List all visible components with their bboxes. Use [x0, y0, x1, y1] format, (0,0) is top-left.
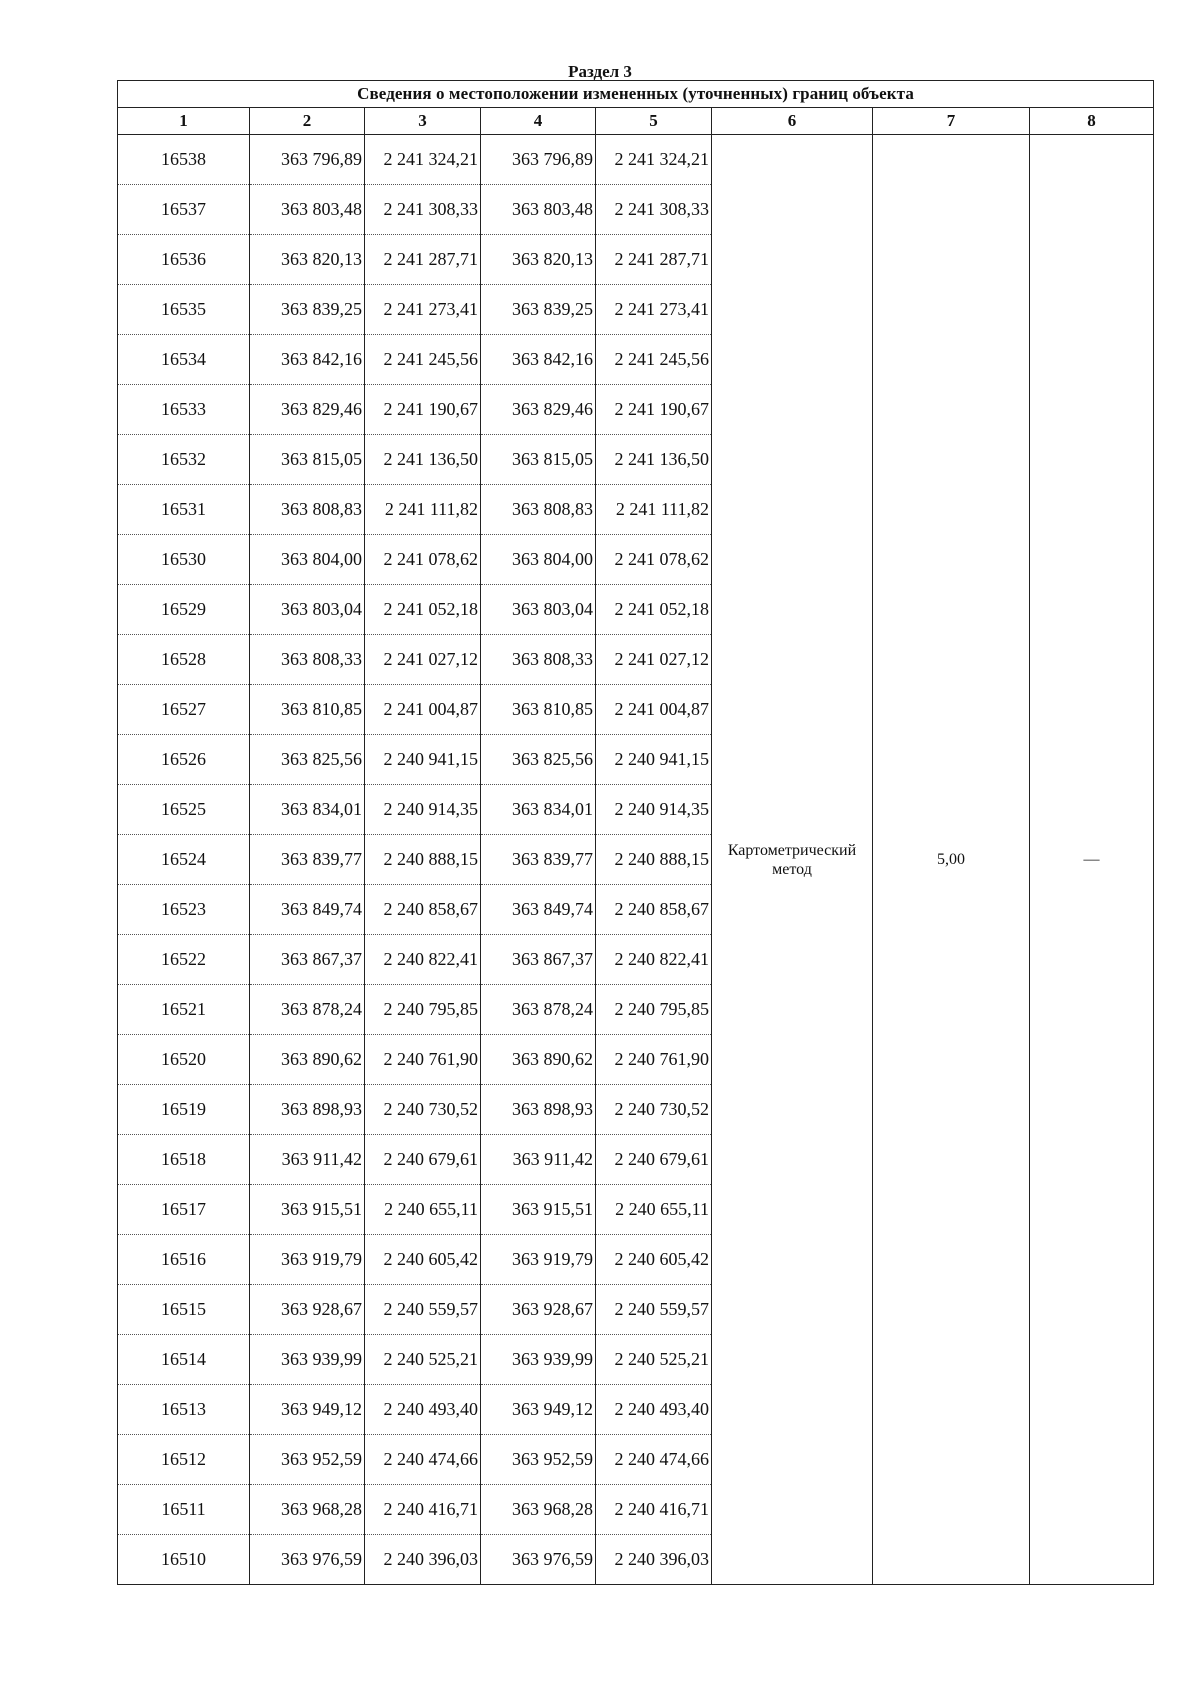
- column-number: 4: [481, 108, 596, 135]
- table-cell: 363 952,59: [250, 1435, 365, 1485]
- table-cell: 363 939,99: [481, 1335, 596, 1385]
- table-cell: 363 803,48: [250, 185, 365, 235]
- table-cell: 16512: [118, 1435, 250, 1485]
- table-cell: 2 241 308,33: [596, 185, 712, 235]
- table-cell: 363 976,59: [250, 1535, 365, 1585]
- table-cell: 16535: [118, 285, 250, 335]
- table-cell: 16521: [118, 985, 250, 1035]
- table-cell: 363 842,16: [250, 335, 365, 385]
- table-cell: 363 839,25: [250, 285, 365, 335]
- table-cell: 363 825,56: [481, 735, 596, 785]
- table-cell: 2 240 858,67: [365, 885, 481, 935]
- table-cell: 2 241 052,18: [365, 585, 481, 635]
- table-cell: 2 240 655,11: [365, 1185, 481, 1235]
- table-cell: 2 240 679,61: [596, 1135, 712, 1185]
- table-cell: 16529: [118, 585, 250, 635]
- table-cell: 363 803,04: [250, 585, 365, 635]
- table-cell: 2 240 559,57: [596, 1285, 712, 1335]
- table-cell: 2 240 822,41: [596, 935, 712, 985]
- table-cell: 363 919,79: [481, 1235, 596, 1285]
- column-number: 3: [365, 108, 481, 135]
- table-cell: 2 240 605,42: [596, 1235, 712, 1285]
- column-number: 8: [1030, 108, 1154, 135]
- table-cell: 363 968,28: [250, 1485, 365, 1535]
- method-cell: [712, 135, 873, 1585]
- note-cell: —: [1030, 135, 1154, 1585]
- table-cell: 2 240 679,61: [365, 1135, 481, 1185]
- column-number: 7: [873, 108, 1030, 135]
- table-cell: 363 839,77: [250, 835, 365, 885]
- table-cell: 2 240 795,85: [596, 985, 712, 1035]
- table-cell: 16537: [118, 185, 250, 235]
- table-cell: 363 842,16: [481, 335, 596, 385]
- table-cell: 363 803,04: [481, 585, 596, 635]
- column-number: 2: [250, 108, 365, 135]
- table-cell: 363 911,42: [481, 1135, 596, 1185]
- table-cell: 2 240 474,66: [365, 1435, 481, 1485]
- table-cell: 363 839,25: [481, 285, 596, 335]
- table-cell: 363 867,37: [250, 935, 365, 985]
- table-cell: 16519: [118, 1085, 250, 1135]
- table-cell: 16531: [118, 485, 250, 535]
- table-cell: 2 240 858,67: [596, 885, 712, 935]
- table-cell: 363 867,37: [481, 935, 596, 985]
- table-cell: 2 241 324,21: [596, 135, 712, 185]
- table-cell: 2 241 324,21: [365, 135, 481, 185]
- table-cell: 363 820,13: [250, 235, 365, 285]
- table-cell: 363 810,85: [481, 685, 596, 735]
- table-cell: 2 240 941,15: [365, 735, 481, 785]
- table-cell: 16526: [118, 735, 250, 785]
- column-number: 1: [118, 108, 250, 135]
- table-cell: 2 241 027,12: [596, 635, 712, 685]
- table-cell: 363 890,62: [481, 1035, 596, 1085]
- table-cell: 2 241 078,62: [596, 535, 712, 585]
- table-cell: 2 240 525,21: [596, 1335, 712, 1385]
- table-cell: 363 919,79: [250, 1235, 365, 1285]
- table-cell: 2 240 888,15: [596, 835, 712, 885]
- table-cell: 2 241 004,87: [365, 685, 481, 735]
- table-cell: 363 796,89: [481, 135, 596, 185]
- table-cell: 2 240 559,57: [365, 1285, 481, 1335]
- table-cell: 363 952,59: [481, 1435, 596, 1485]
- table-cell: 363 829,46: [250, 385, 365, 435]
- table-cell: 2 240 822,41: [365, 935, 481, 985]
- table-cell: 2 241 245,56: [596, 335, 712, 385]
- table-cell: 363 803,48: [481, 185, 596, 235]
- table-cell: 363 898,93: [481, 1085, 596, 1135]
- table-cell: 363 878,24: [481, 985, 596, 1035]
- table-cell: 2 240 914,35: [365, 785, 481, 835]
- table-cell: 16522: [118, 935, 250, 985]
- table-cell: 2 240 396,03: [365, 1535, 481, 1585]
- table-cell: 2 240 730,52: [365, 1085, 481, 1135]
- table-cell: 2 240 655,11: [596, 1185, 712, 1235]
- table-cell: 2 240 941,15: [596, 735, 712, 785]
- table-cell: 2 241 004,87: [596, 685, 712, 735]
- table-cell: 363 808,33: [250, 635, 365, 685]
- table-cell: 363 834,01: [250, 785, 365, 835]
- table-cell: 363 808,83: [250, 485, 365, 535]
- table-cell: 2 241 111,82: [596, 485, 712, 535]
- table-cell: 2 241 111,82: [365, 485, 481, 535]
- table-cell: 363 810,85: [250, 685, 365, 735]
- table-cell: 2 241 027,12: [365, 635, 481, 685]
- table-cell: 363 825,56: [250, 735, 365, 785]
- table-cell: 363 815,05: [481, 435, 596, 485]
- table-cell: 2 241 136,50: [596, 435, 712, 485]
- table-cell: 2 241 190,67: [596, 385, 712, 435]
- column-number: 5: [596, 108, 712, 135]
- table-cell: 363 898,93: [250, 1085, 365, 1135]
- table-cell: 16523: [118, 885, 250, 935]
- table-cell: 16524: [118, 835, 250, 885]
- table-cell: 363 928,67: [250, 1285, 365, 1335]
- table-cell: 2 240 761,90: [596, 1035, 712, 1085]
- table-cell: 16515: [118, 1285, 250, 1335]
- table-cell: 363 839,77: [481, 835, 596, 885]
- table-cell: 363 915,51: [481, 1185, 596, 1235]
- boundary-coordinates-table: [117, 80, 1154, 1585]
- table-cell: 363 804,00: [250, 535, 365, 585]
- table-cell: 363 808,33: [481, 635, 596, 685]
- table-cell: 363 890,62: [250, 1035, 365, 1085]
- table-cell: 363 968,28: [481, 1485, 596, 1535]
- table-cell: 2 241 190,67: [365, 385, 481, 435]
- table-caption: Сведения о местоположении измененных (уточненных) границ объекта: [118, 81, 1154, 108]
- table-cell: 2 240 474,66: [596, 1435, 712, 1485]
- table-body: [118, 135, 1154, 1585]
- table-cell: 2 240 888,15: [365, 835, 481, 885]
- table-cell: 363 815,05: [250, 435, 365, 485]
- table-cell: 363 808,83: [481, 485, 596, 535]
- table-cell: 2 241 273,41: [596, 285, 712, 335]
- table-cell: 16513: [118, 1385, 250, 1435]
- table-cell: 16536: [118, 235, 250, 285]
- table-cell: 2 240 914,35: [596, 785, 712, 835]
- table-cell: 2 241 287,71: [365, 235, 481, 285]
- table-cell: 2 240 525,21: [365, 1335, 481, 1385]
- table-cell: 363 804,00: [481, 535, 596, 585]
- table-cell: 363 949,12: [250, 1385, 365, 1435]
- table-cell: 363 911,42: [250, 1135, 365, 1185]
- table-cell: 16517: [118, 1185, 250, 1235]
- table-cell: 363 939,99: [250, 1335, 365, 1385]
- table-cell: 2 241 245,56: [365, 335, 481, 385]
- table-cell: 2 240 493,40: [365, 1385, 481, 1435]
- table-cell: 16520: [118, 1035, 250, 1085]
- table-cell: 16525: [118, 785, 250, 835]
- table-cell: 16538: [118, 135, 250, 185]
- table-cell: 2 240 795,85: [365, 985, 481, 1035]
- table-cell: 363 829,46: [481, 385, 596, 435]
- accuracy-cell: 5,00: [873, 135, 1030, 1585]
- table-cell: 363 834,01: [481, 785, 596, 835]
- table-cell: 2 240 493,40: [596, 1385, 712, 1435]
- table-cell: 16528: [118, 635, 250, 685]
- table-cell: 16530: [118, 535, 250, 585]
- table-cell: 16532: [118, 435, 250, 485]
- column-number-row: [118, 108, 1154, 135]
- table-cell: 363 849,74: [481, 885, 596, 935]
- table-cell: 2 240 396,03: [596, 1535, 712, 1585]
- table-cell: 16533: [118, 385, 250, 435]
- table-cell: 16511: [118, 1485, 250, 1535]
- column-number: 6: [712, 108, 873, 135]
- table-cell: 2 240 761,90: [365, 1035, 481, 1085]
- table-cell: 2 241 078,62: [365, 535, 481, 585]
- table-cell: 363 878,24: [250, 985, 365, 1035]
- table-cell: 2 240 416,71: [365, 1485, 481, 1535]
- table-row: [118, 135, 1154, 185]
- method-text: Картометрический метод: [727, 841, 857, 878]
- table-cell: 363 928,67: [481, 1285, 596, 1335]
- table-cell: 16527: [118, 685, 250, 735]
- table-cell: 2 241 052,18: [596, 585, 712, 635]
- table-cell: 2 240 730,52: [596, 1085, 712, 1135]
- table-cell: 2 240 605,42: [365, 1235, 481, 1285]
- table-cell: 363 796,89: [250, 135, 365, 185]
- table-cell: 16518: [118, 1135, 250, 1185]
- table-cell: 16514: [118, 1335, 250, 1385]
- table-cell: 363 949,12: [481, 1385, 596, 1435]
- table-cell: 2 241 273,41: [365, 285, 481, 335]
- table-cell: 2 241 287,71: [596, 235, 712, 285]
- table-cell: 2 240 416,71: [596, 1485, 712, 1535]
- table-cell: 2 241 136,50: [365, 435, 481, 485]
- table-cell: 363 915,51: [250, 1185, 365, 1235]
- section-title: Раздел 3: [568, 62, 632, 81]
- table-cell: 363 820,13: [481, 235, 596, 285]
- table-cell: 363 849,74: [250, 885, 365, 935]
- table-cell: 363 976,59: [481, 1535, 596, 1585]
- table-cell: 16510: [118, 1535, 250, 1585]
- table-cell: 16534: [118, 335, 250, 385]
- table-cell: 2 241 308,33: [365, 185, 481, 235]
- table-cell: 16516: [118, 1235, 250, 1285]
